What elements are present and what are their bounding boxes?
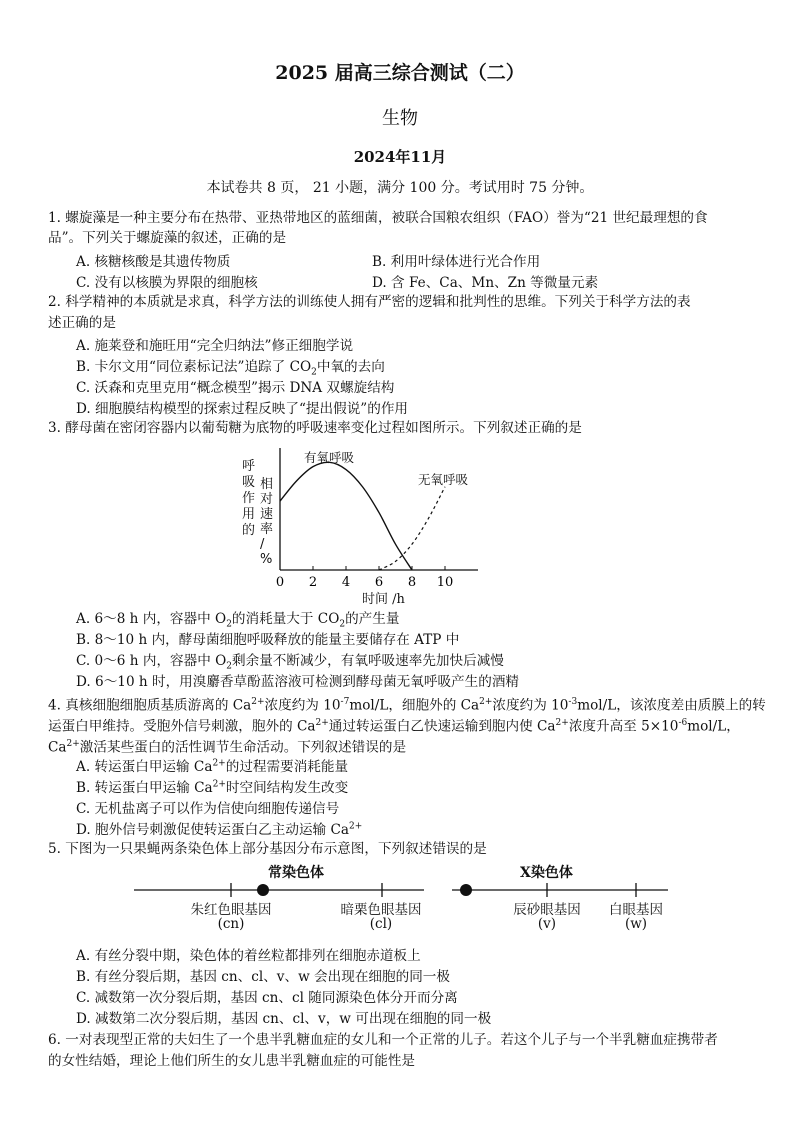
gene-w-name: 白眼基因 <box>609 902 663 918</box>
q6-stem-line1: 6. 一对表现型正常的夫妇生了一个患半乳糖血症的女儿和一个正常的儿子。若这个儿子与一个半乳糖血症携带者 <box>48 1032 718 1048</box>
x-tick-label: 0 <box>275 575 285 590</box>
gene-w-symbol: (w) <box>624 916 648 932</box>
q3-option-c: C. 0～6 h 内，容器中 $O_2$剩余量不断减少，有氧呼吸速率先加快后减慢 <box>76 653 504 672</box>
q2-stem-line1: 2. 科学精神的本质就是求真，科学方法的训练使人拥有严密的逻辑和批判性的思维。下列关于科学方法的表 <box>48 294 691 310</box>
q5-option-a: A. 有丝分裂中期，染色体的着丝粒都排列在细胞赤道板上 <box>76 948 421 964</box>
q1-stem-line1: 1. 螺旋藻是一种主要分布在热带、亚热带地区的蓝细菌，被联合国粮农组织（FAO）誉为“21 世纪最理想的食 <box>48 210 708 226</box>
q2-option-a: A. 施莱登和施旺用“完全归纳法”修正细胞学说 <box>76 338 354 354</box>
q2-option-d: D. 细胞膜结构模型的探索过程反映了“提出假说”的作用 <box>76 401 409 417</box>
x-tick-label: 2 <box>308 575 318 590</box>
q5-option-c: C. 减数第一次分裂后期，基因 cn、cl 随同源染色体分开而分离 <box>76 990 458 1006</box>
autosome-title: 常染色体 <box>268 865 324 881</box>
q4-stem-line1: 4. 真核细胞细胞质基质游离的 $Ca^{2+}$浓度约为 $10^{-7}mol/L$，细胞外的 $Ca^{2+}$浓度约为 $10^{-3}mol/L$，该浓度差由质膜上的转 <box>48 697 766 714</box>
q3-option-a: A. 6～8 h 内，容器中 $O_2$的消耗量大于 $CO_2$的产生量 <box>76 611 400 630</box>
gene-cn-symbol: (cn) <box>217 916 245 932</box>
q1-option-a: A. 核糖核酸是其遗传物质 <box>76 254 231 270</box>
anaerobic-respiration-line <box>379 487 445 570</box>
q5-option-d: D. 减数第二次分裂后期，基因 cn、cl、v，w 可出现在细胞的同一极 <box>76 1011 492 1027</box>
x-tick-label: 6 <box>374 575 384 590</box>
subject-title: 生物 <box>382 108 418 129</box>
q1-option-d: D. 含 Fe、Ca、Mn、Zn 等微量元素 <box>372 275 599 291</box>
autosome-centromere <box>257 884 269 896</box>
gene-v-name: 辰砂眼基因 <box>513 902 581 918</box>
q1-option-b: B. 利用叶绿体进行光合作用 <box>372 254 541 270</box>
q5-stem: 5. 下图为一只果蝇两条染色体上部分基因分布示意图，下列叙述错误的是 <box>48 841 487 857</box>
q4-option-d: D. 胞外信号刺激促使转运蛋白乙主动运输 $Ca^{2+}$ <box>76 821 363 838</box>
q4-stem-line3: $Ca^{2+}$激活某些蛋白的活性调节生命活动。下列叙述错误的是 <box>48 739 407 756</box>
x-tick-label: 10 <box>436 575 454 590</box>
exam-note: 本试卷共 8 页， 21 小题，满分 100 分。考试用时 75 分钟。 <box>206 180 594 196</box>
aerobic-respiration-label: 有氧呼吸 <box>304 450 355 465</box>
q6-stem-line2: 的女性结婚，理论上他们所生的女儿患半乳糖血症的可能性是 <box>48 1053 416 1069</box>
q1-stem-line2: 品”。下列关于螺旋藻的叙述，正确的是 <box>48 230 287 246</box>
chart-x-label: 时间 /h <box>362 592 405 607</box>
q2-option-c: C. 沃森和克里克用“概念模型”揭示 DNA 双螺旋结构 <box>76 380 395 396</box>
anaerobic-respiration-label: 无氧呼吸 <box>418 472 469 487</box>
q3-option-d: D. 6～10 h 时，用溴麝香草酚蓝溶液可检测到酵母菌无氧呼吸产生的酒精 <box>76 674 520 690</box>
respiration-chart <box>230 440 490 610</box>
q2-stem-line2: 述正确的是 <box>48 315 116 331</box>
gene-cl-name: 暗栗色眼基因 <box>340 902 422 918</box>
q1-option-c: C. 没有以核膜为界限的细胞核 <box>76 275 258 291</box>
x-tick-label: 8 <box>407 575 417 590</box>
q4-stem-line2: 运蛋白甲维持。受胞外信号刺激，胞外的 $Ca^{2+}$通过转运蛋白乙快速运输到胞内使 $Ca^{2+}$浓度升高至 $5\times 10^{-6}mol/L$， <box>48 718 740 735</box>
gene-cn-name: 朱红色眼基因 <box>190 902 272 918</box>
x-chromosome-centromere <box>460 884 472 896</box>
x-chromosome-title: X染色体 <box>520 865 573 881</box>
chart-y-label: 呼吸作用的相对速率/ % <box>242 459 274 567</box>
q4-option-c: C. 无机盐离子可以作为信使向细胞传递信号 <box>76 801 340 817</box>
q2-option-b: B. 卡尔文用“同位素标记法”追踪了 $CO_2$中氧的去向 <box>76 359 385 378</box>
q4-option-b: B. 转运蛋白甲运输 $Ca^{2+}$时空间结构发生改变 <box>76 779 349 796</box>
q5-option-b: B. 有丝分裂后期，基因 cn、cl、v、w 会出现在细胞的同一极 <box>76 969 450 985</box>
exam-title: 2025 届高三综合测试（二） <box>275 62 525 84</box>
gene-cl-symbol: (cl) <box>369 916 393 932</box>
gene-v-symbol: (v) <box>537 916 557 932</box>
q4-option-a: A. 转运蛋白甲运输 $Ca^{2+}$的过程需要消耗能量 <box>76 758 349 775</box>
x-tick-label: 4 <box>341 575 351 590</box>
aerobic-respiration-line <box>280 462 412 570</box>
exam-date: 2024年11月 <box>353 148 447 166</box>
q3-stem: 3. 酵母菌在密闭容器内以葡萄糖为底物的呼吸速率变化过程如图所示。下列叙述正确的是 <box>48 420 582 436</box>
q3-option-b: B. 8～10 h 内，酵母菌细胞呼吸释放的能量主要储存在 ATP 中 <box>76 632 460 648</box>
